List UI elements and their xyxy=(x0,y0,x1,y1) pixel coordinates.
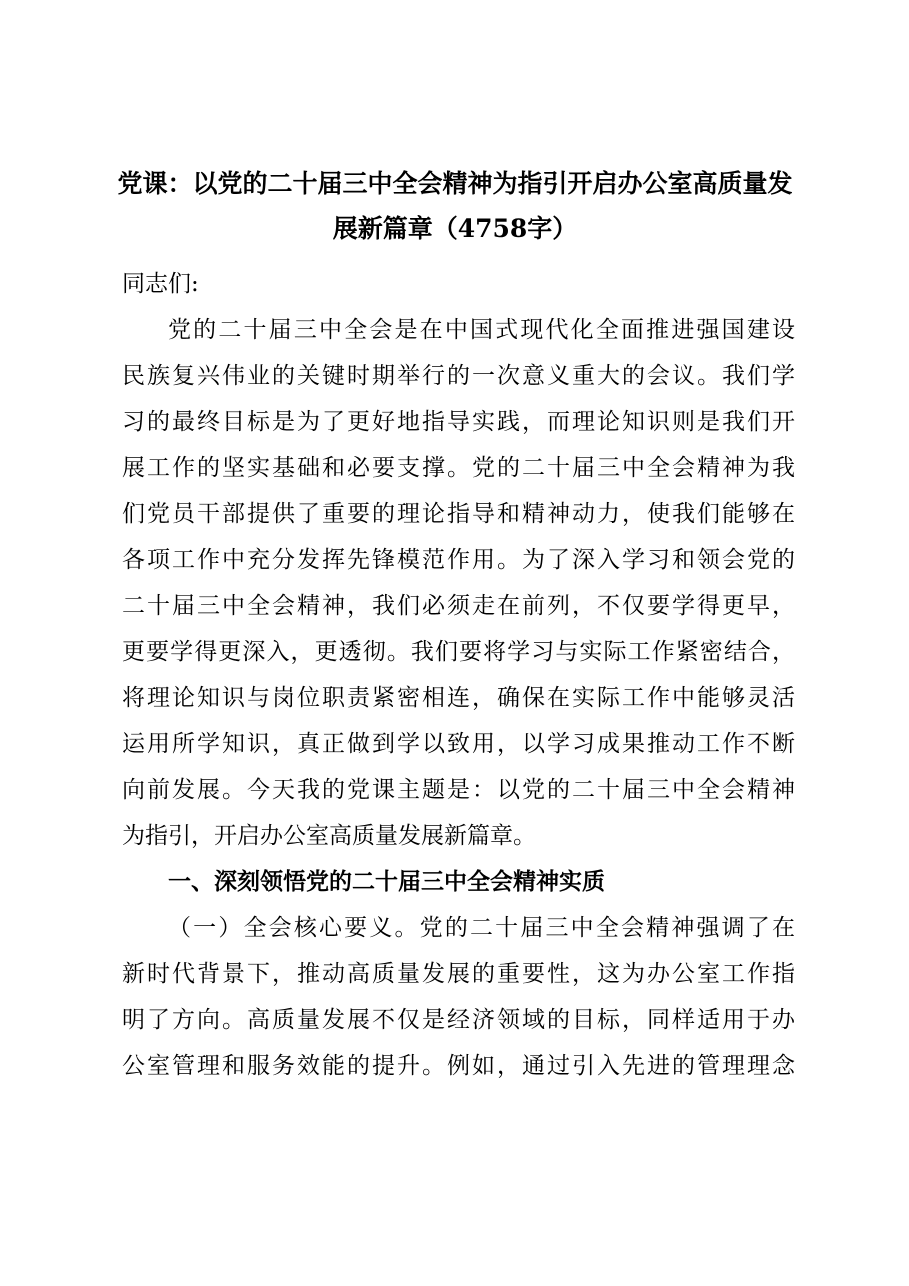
salutation: 同志们: xyxy=(122,271,199,297)
paragraph-2-line: 公室管理和服务效能的提升。例如，通过引入先进的管理理念 xyxy=(122,1053,795,1079)
paragraph-1-line: 二十届三中全会精神，我们必须走在前列，不仅要学得更早， xyxy=(122,593,795,619)
paragraph-1-line: 习的最终目标是为了更好地指导实践，而理论知识则是我们开 xyxy=(122,409,795,435)
paragraph-1-line: 民族复兴伟业的关键时期举行的一次意义重大的会议。我们学 xyxy=(122,363,795,389)
paragraph-1-line: 更要学得更深入，更透彻。我们要将学习与实际工作紧密结合， xyxy=(122,639,795,665)
paragraph-1-line: 各项工作中充分发挥先锋模范作用。为了深入学习和领会党的 xyxy=(122,547,795,573)
document-title-line-2: 展新篇章（4758字） xyxy=(332,214,578,243)
section-heading-1: 一、深刻领悟党的二十届三中全会精神实质 xyxy=(168,869,605,895)
paragraph-2-line: （一）全会核心要义。党的二十届三中全会精神强调了在 xyxy=(168,915,795,941)
paragraph-1-line: 将理论知识与岗位职责紧密相连，确保在实际工作中能够灵活 xyxy=(122,685,795,711)
document-title-line-1: 党课：以党的二十届三中全会精神为指引开启办公室高质量发 xyxy=(117,169,793,198)
paragraph-1-line: 运用所学知识，真正做到学以致用，以学习成果推动工作不断 xyxy=(122,731,795,757)
paragraph-1-line: 为指引，开启办公室高质量发展新篇章。 xyxy=(122,823,536,849)
paragraph-1-line: 党的二十届三中全会是在中国式现代化全面推进强国建设 xyxy=(168,317,795,343)
paragraph-2-line: 新时代背景下，推动高质量发展的重要性，这为办公室工作指 xyxy=(122,961,795,987)
paragraph-1-line: 展工作的坚实基础和必要支撑。党的二十届三中全会精神为我 xyxy=(122,455,795,481)
paragraph-2-line: 明了方向。高质量发展不仅是经济领域的目标，同样适用于办 xyxy=(122,1007,795,1033)
paragraph-1-line: 向前发展。今天我的党课主题是：以党的二十届三中全会精神 xyxy=(122,777,795,803)
paragraph-1-line: 们党员干部提供了重要的理论指导和精神动力，使我们能够在 xyxy=(122,501,795,527)
